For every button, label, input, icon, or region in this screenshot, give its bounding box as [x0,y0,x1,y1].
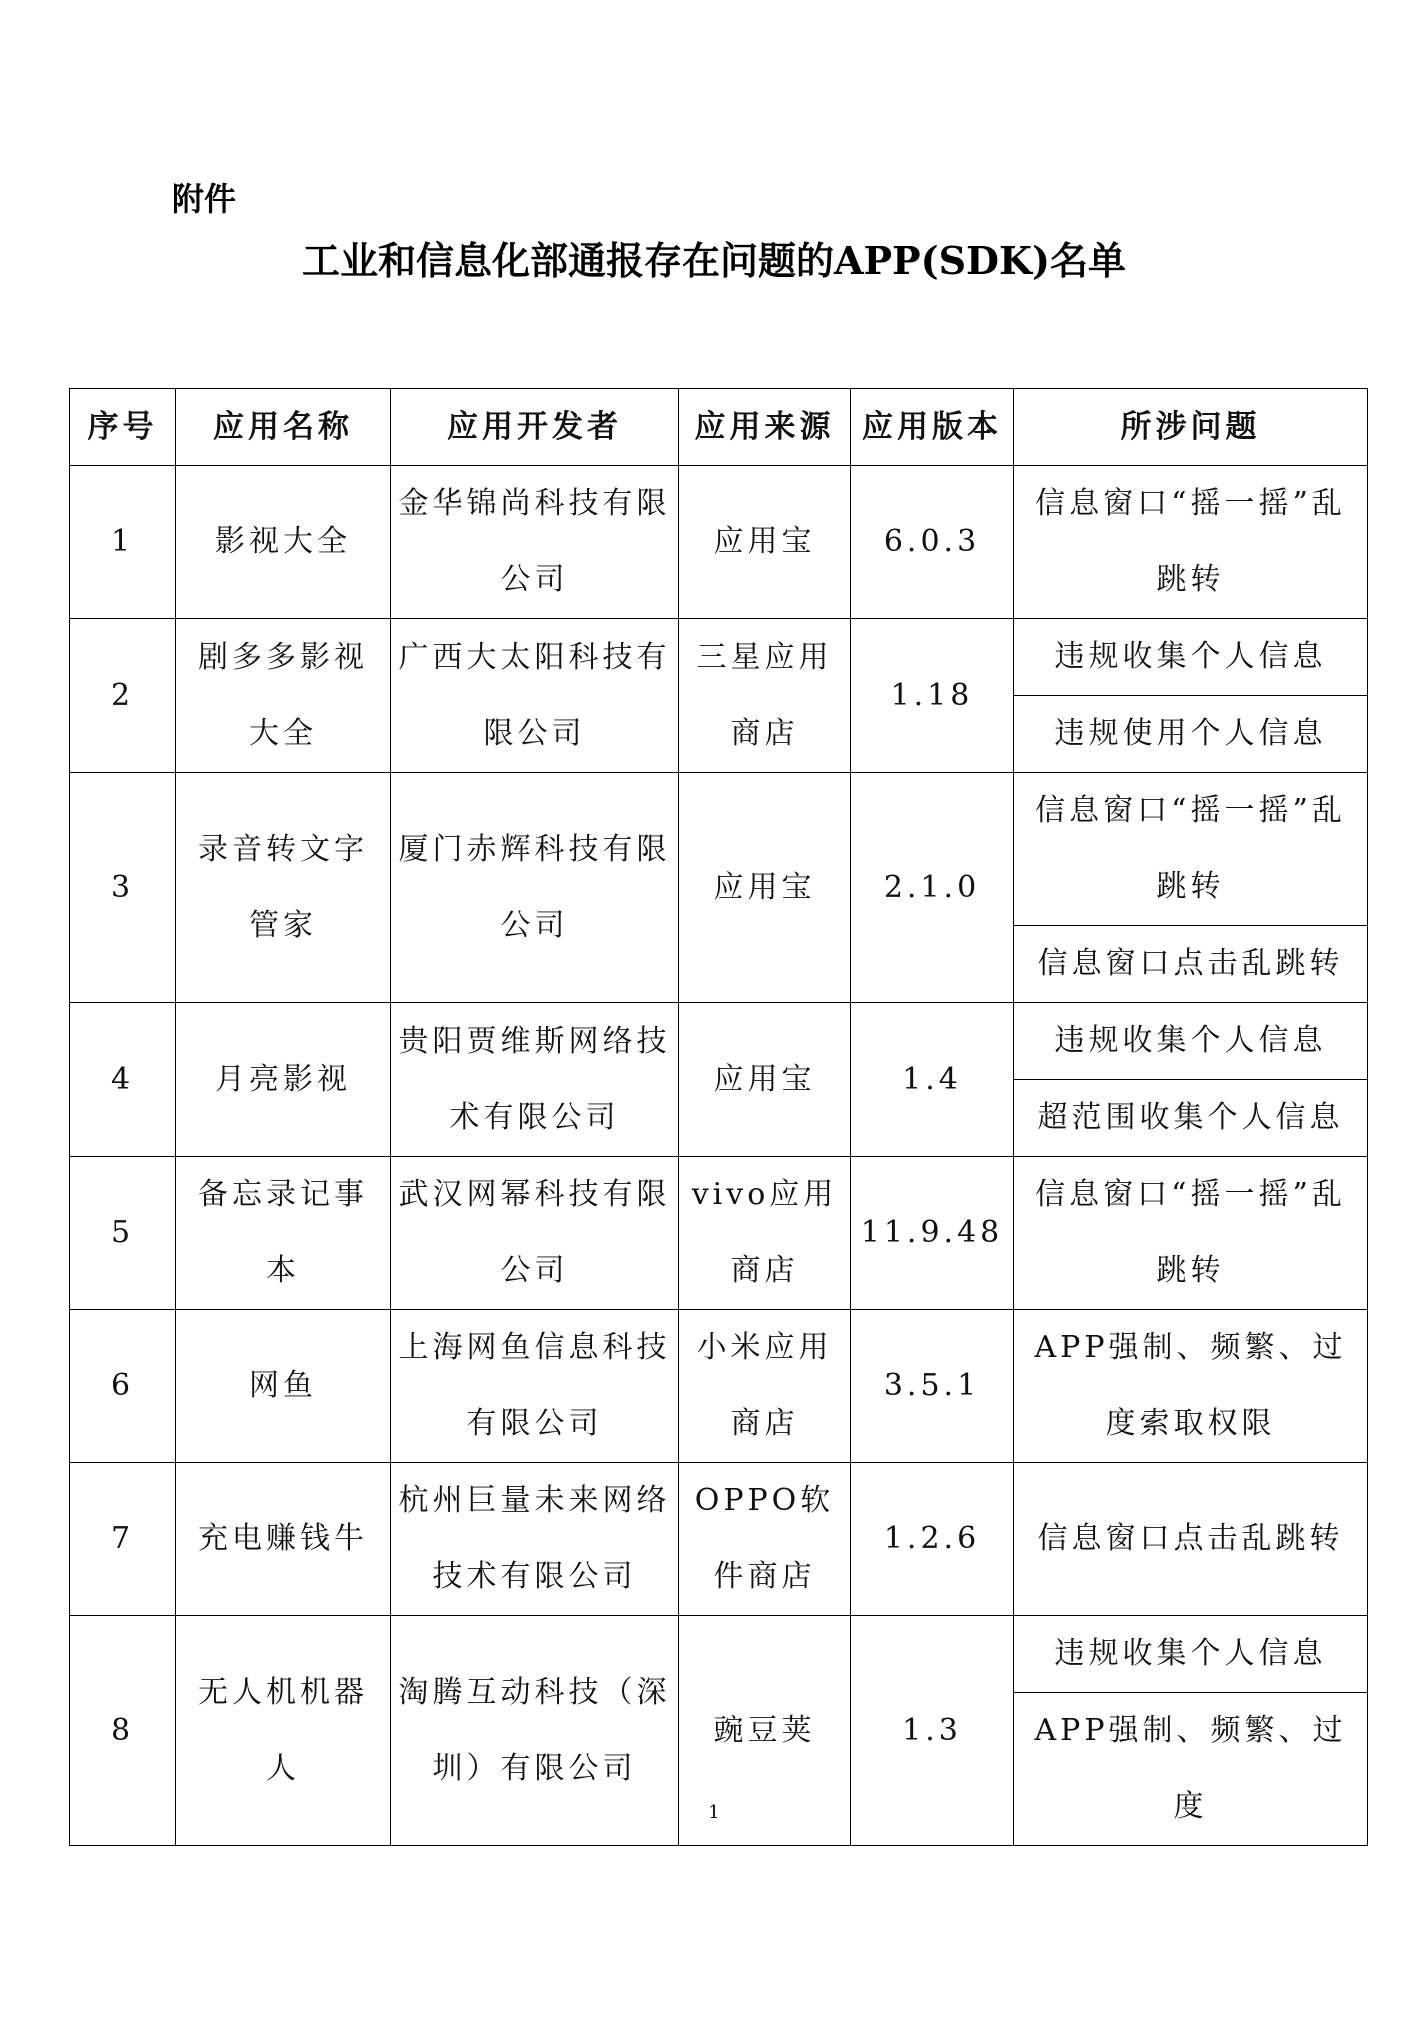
issue-cell: 违规收集个人信息 [1014,619,1368,696]
row-number-cell: 7 [70,1463,176,1616]
row-number-cell: 6 [70,1310,176,1463]
issue-cell: 违规收集个人信息 [1014,1003,1368,1080]
app-list-table [69,388,1368,1846]
source-cell: 三星应用商店 [679,619,851,773]
source-cell: 应用宝 [679,466,851,619]
source-cell: OPPO软件商店 [679,1463,851,1616]
page-number: 1 [708,1802,720,1823]
issue-cell: 信息窗口“摇一摇”乱跳转 [1014,1157,1368,1310]
developer-cell: 淘腾互动科技（深圳）有限公司 [391,1616,679,1846]
source-cell: 应用宝 [679,773,851,1003]
table-row [70,619,1368,696]
table-row [70,1616,1368,1693]
table-row [70,1157,1368,1310]
app-name-cell: 网鱼 [176,1310,391,1463]
app-name-cell: 备忘录记事本 [176,1157,391,1310]
row-number-cell: 4 [70,1003,176,1157]
header-cell: 应用来源 [679,389,851,466]
document-title: 工业和信息化部通报存在问题的APP(SDK)名单 [301,238,1126,283]
issue-cell: 信息窗口点击乱跳转 [1014,926,1368,1003]
issue-cell: 信息窗口“摇一摇”乱跳转 [1014,466,1368,619]
table-row [70,773,1368,926]
app-name-cell: 影视大全 [176,466,391,619]
attachment-label: 附件 [172,180,237,218]
row-number-cell: 2 [70,619,176,773]
table-row [70,1003,1368,1080]
row-number-cell: 1 [70,466,176,619]
issue-cell: APP强制、频繁、过度索取权限 [1014,1310,1368,1463]
version-cell: 2.1.0 [851,773,1014,1003]
source-cell: 应用宝 [679,1003,851,1157]
version-cell: 6.0.3 [851,466,1014,619]
developer-cell: 广西大太阳科技有限公司 [391,619,679,773]
developer-cell: 杭州巨量未来网络技术有限公司 [391,1463,679,1616]
app-name-cell: 录音转文字管家 [176,773,391,1003]
source-cell: vivo应用商店 [679,1157,851,1310]
table-row [70,1310,1368,1463]
version-cell: 1.18 [851,619,1014,773]
table-row [70,466,1368,619]
version-cell: 11.9.48 [851,1157,1014,1310]
issue-cell: 信息窗口点击乱跳转 [1014,1463,1368,1616]
header-cell: 所涉问题 [1014,389,1368,466]
row-number-cell: 3 [70,773,176,1003]
table-row [70,1463,1368,1616]
issue-cell: 违规使用个人信息 [1014,696,1368,773]
developer-cell: 厦门赤辉科技有限公司 [391,773,679,1003]
app-name-cell: 月亮影视 [176,1003,391,1157]
header-cell: 应用开发者 [391,389,679,466]
developer-cell: 上海网鱼信息科技有限公司 [391,1310,679,1463]
row-number-cell: 5 [70,1157,176,1310]
developer-cell: 武汉网幂科技有限公司 [391,1157,679,1310]
app-name-cell: 剧多多影视大全 [176,619,391,773]
table-header-row [70,389,1368,466]
issue-cell: 信息窗口“摇一摇”乱跳转 [1014,773,1368,926]
source-cell: 豌豆荚 [679,1616,851,1846]
header-cell: 应用名称 [176,389,391,466]
version-cell: 1.4 [851,1003,1014,1157]
app-name-cell: 充电赚钱牛 [176,1463,391,1616]
developer-cell: 金华锦尚科技有限公司 [391,466,679,619]
header-cell: 应用版本 [851,389,1014,466]
source-cell: 小米应用商店 [679,1310,851,1463]
row-number-cell: 8 [70,1616,176,1846]
version-cell: 3.5.1 [851,1310,1014,1463]
version-cell: 1.3 [851,1616,1014,1846]
version-cell: 1.2.6 [851,1463,1014,1616]
issue-cell: 违规收集个人信息 [1014,1616,1368,1693]
app-name-cell: 无人机机器人 [176,1616,391,1846]
issue-cell: 超范围收集个人信息 [1014,1080,1368,1157]
issue-cell: APP强制、频繁、过度 [1014,1693,1368,1846]
header-cell: 序号 [70,389,176,466]
developer-cell: 贵阳贾维斯网络技术有限公司 [391,1003,679,1157]
